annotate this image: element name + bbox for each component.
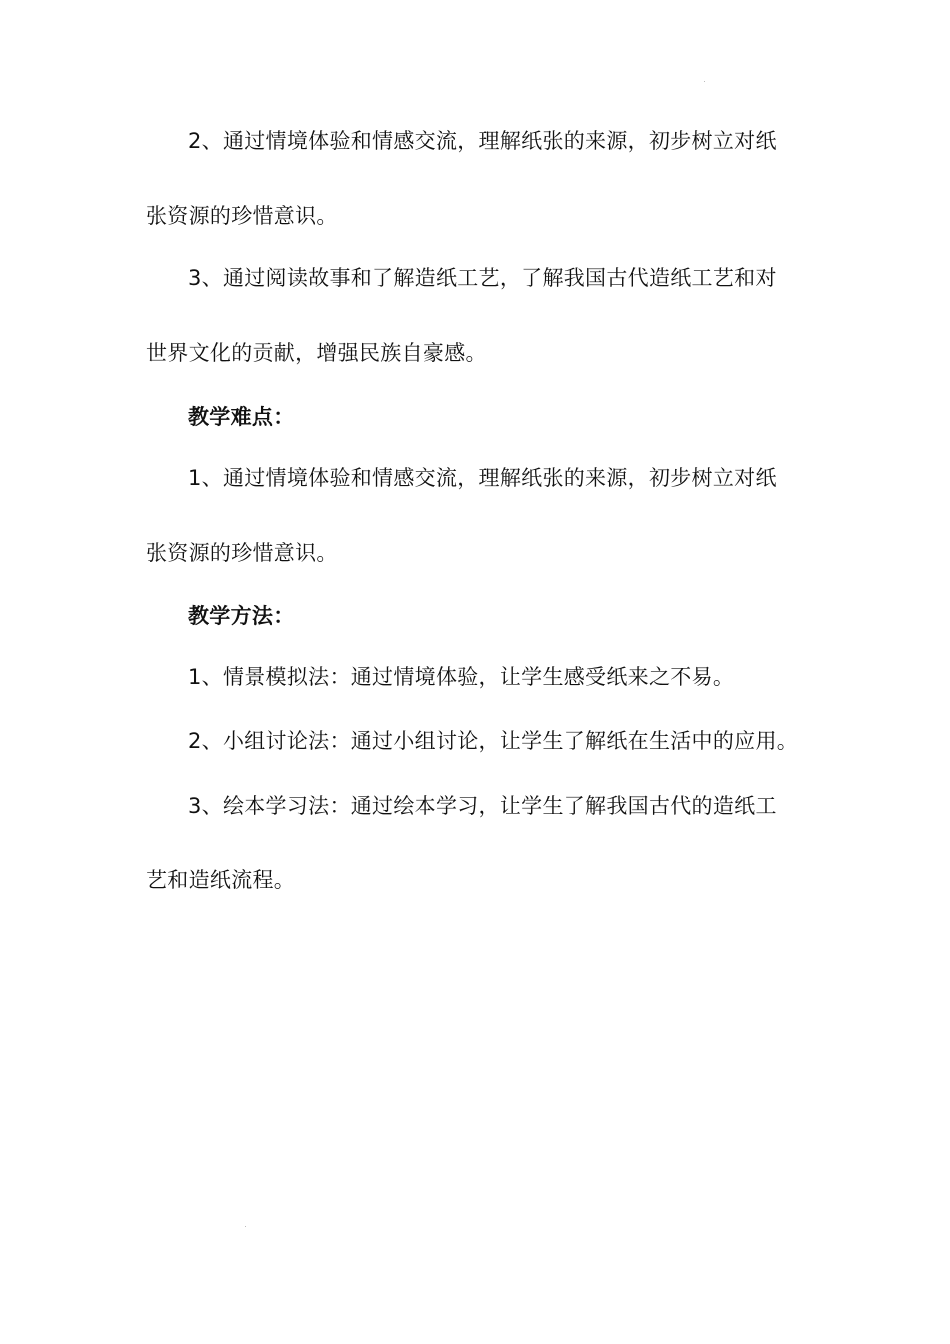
speck-mark	[704, 81, 705, 82]
goal-3-line2: 世界文化的贡献，增强民族自豪感。	[146, 341, 487, 365]
speck-mark	[245, 1226, 246, 1227]
method-2: 2、小组讨论法：通过小组讨论，让学生了解纸在生活中的应用。	[188, 729, 799, 753]
method-3-line2: 艺和造纸流程。	[146, 868, 296, 892]
goal-3-line1: 3、通过阅读故事和了解造纸工艺，了解我国古代造纸工艺和对	[188, 266, 777, 290]
method-3-line1: 3、绘本学习法：通过绘本学习，让学生了解我国古代的造纸工	[188, 794, 777, 818]
method-heading: 教学方法：	[188, 604, 295, 628]
difficulty-1-line2: 张资源的珍惜意识。	[146, 541, 338, 565]
difficulty-1-line1: 1、通过情境体验和情感交流，理解纸张的来源，初步树立对纸	[188, 466, 777, 490]
method-1: 1、情景模拟法：通过情境体验，让学生感受纸来之不易。	[188, 665, 735, 689]
difficulty-heading: 教学难点：	[188, 405, 295, 429]
goal-2-line1: 2、通过情境体验和情感交流，理解纸张的来源，初步树立对纸	[188, 129, 777, 153]
goal-2-line2: 张资源的珍惜意识。	[146, 204, 338, 228]
